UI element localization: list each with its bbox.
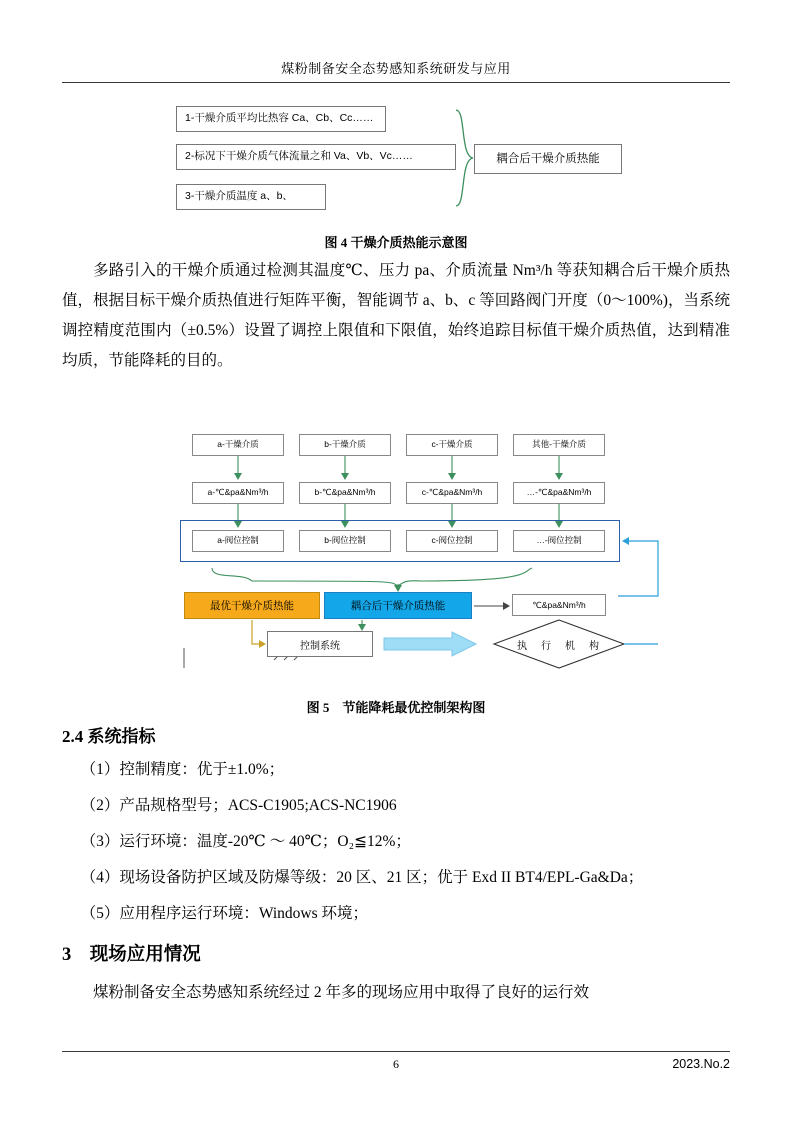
figure5-sensor-other: …-℃&pa&Nm³/h: [513, 482, 605, 504]
figure5-executor: 执 行 机 构: [517, 640, 601, 652]
figure5-media-b: b-干燥介质: [299, 434, 391, 456]
figure5-media-other: 其他-干燥介质: [513, 434, 605, 456]
figure5-coupled-energy: 耦合后干燥介质热能: [324, 592, 472, 619]
figure-5-diagram: [62, 420, 730, 690]
figure5-right-sensor: ℃&pa&Nm³/h: [512, 594, 606, 616]
figure4-input-2: 2-标况下干燥介质气体流量之和 Va、Vb、Vc……: [176, 144, 456, 170]
figure5-control-system: 控制系统: [267, 631, 373, 657]
figure5-sensor-c: c-℃&pa&Nm³/h: [406, 482, 498, 504]
figure5-media-c: c-干燥介质: [406, 434, 498, 456]
header-divider: [62, 82, 730, 83]
figure5-sensor-b: b-℃&pa&Nm³/h: [299, 482, 391, 504]
figure5-optimal-energy: 最优干燥介质热能: [184, 592, 320, 619]
body-paragraph-2: 煤粉制备安全态势感知系统经过 2 年多的现场应用中取得了良好的运行效: [93, 984, 590, 1001]
spec-item-4: （4）现场设备防护区域及防爆等级：20 区、21 区；优于 Exd II BT4/EPL-Ga&Da；: [80, 869, 644, 886]
figure4-input-3: 3-干燥介质温度 a、b、: [176, 184, 326, 210]
spec-item-2: （2）产品规格型号；ACS-C1905;ACS-NC1906: [80, 797, 397, 814]
issue-label: 2023.No.2: [672, 1057, 730, 1071]
figure5-media-a: a-干燥介质: [192, 434, 284, 456]
heading-3: 3 现场应用情况: [62, 945, 201, 965]
heading-2-4: 2.4 系统指标: [62, 727, 156, 746]
figure-4-caption: 图 4 干燥介质热能示意图: [324, 235, 468, 250]
figure5-valve-a: a-阀位控制: [192, 530, 284, 552]
figure4-input-1: 1-干燥介质平均比热容 Ca、Cb、Cc……: [176, 106, 386, 132]
running-header: 煤粉制备安全态势感知系统研发与应用: [281, 61, 511, 76]
figure4-output: 耦合后干燥介质热能: [474, 144, 622, 174]
figure5-valve-c: c-阀位控制: [406, 530, 498, 552]
spec-item-3: （3）运行环境：温度-20℃ ～ 40℃；O₂≦12%；: [80, 833, 411, 850]
body-paragraph-1: 多路引入的干燥介质通过检测其温度℃、压力 pa、介质流量 Nm³/h 等获知耦合后干燥介质热值，根据目标干燥介质热值进行矩阵平衡，智能调节 a、b、c 等回路阀门开度（0～100%)，当系统调控精度范围内（±0.5%）设置了调控上限值和下限值，始终追踪目标值干燥介质热值，达到精准均质，节能降耗的目的。: [62, 262, 730, 369]
spec-item-1: （1）控制精度：优于±1.0%；: [80, 761, 285, 778]
spec-item-5: （5）应用程序运行环境：Windows 环境；: [80, 905, 369, 922]
figure-4-diagram: [62, 100, 730, 230]
figure-5-caption: 图 5 节能降耗最优控制架构图: [306, 700, 486, 715]
figure5-valve-other: …-阀位控制: [513, 530, 605, 552]
page-number: 6: [393, 1057, 399, 1071]
figure4-brace-icon: [454, 108, 476, 208]
figure5-valve-b: b-阀位控制: [299, 530, 391, 552]
figure5-sensor-a: a-℃&pa&Nm³/h: [192, 482, 284, 504]
footer-divider: [62, 1051, 730, 1052]
